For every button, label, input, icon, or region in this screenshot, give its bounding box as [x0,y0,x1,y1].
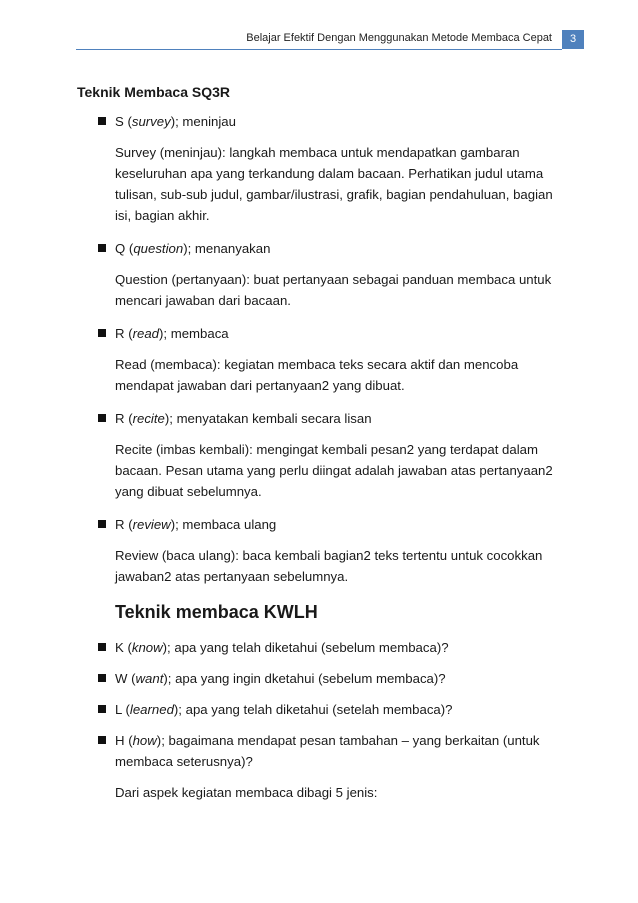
bullet-item-question: Q (question); menanyakan [77,238,567,259]
page-number: 3 [562,30,584,49]
bullet-item-survey: S (survey); meninjau [77,111,567,132]
section-title-sq3r: Teknik Membaca SQ3R [77,84,231,100]
bullet-item-learned: L (learned); apa yang telah diketahui (setelah membaca)? [77,699,567,720]
item-description: Recite (imbas kembali): mengingat kembali pesan2 yang terdapat dalam bacaan. Pesan utama yang perlu diingat adalah jawaban atas pertanyaan2 yang dibuat sebelumnya. [115,442,553,499]
square-bullet-icon [98,643,106,651]
square-bullet-icon [98,705,106,713]
square-bullet-icon [98,674,106,682]
section-title-kwlh: Teknik membaca KWLH [115,602,318,622]
square-bullet-icon [98,244,106,252]
square-bullet-icon [98,414,106,422]
item-description: Survey (meninjau): langkah membaca untuk mendapatkan gambaran keseluruhan apa yang terkandung dalam bacaan. Perhatikan judul utama tulisan, sub-sub judul, gambar/ilustrasi, grafik, bagian pendahuluan, bagian isi, bagian akhir. [115,145,553,223]
item-description: Read (membaca): kegiatan membaca teks secara aktif dan mencoba mendapat jawaban dari pertanyaan2 yang dibuat. [115,357,519,393]
closing-paragraph: Dari aspek kegiatan membaca dibagi 5 jenis: [115,785,378,800]
square-bullet-icon [98,520,106,528]
bullet-item-want: W (want); apa yang ingin dketahui (sebelum membaca)? [77,668,567,689]
bullet-item-recite: R (recite); menyatakan kembali secara lisan [77,408,567,429]
bullet-item-how: H (how); bagaimana mendapat pesan tambahan – yang berkaitan (untuk membaca seterusnya)? [77,730,567,772]
item-description: Review (baca ulang): baca kembali bagian2 teks tertentu untuk cocokkan jawaban2 atas pertanyaan sebelumnya. [115,548,543,584]
header-divider [76,49,562,50]
bullet-item-read: R (read); membaca [77,323,567,344]
bullet-item-review: R (review); membaca ulang [77,514,567,535]
header-title: Belajar Efektif Dengan Menggunakan Metode Membaca Cepat [246,32,552,44]
page-header [0,30,638,50]
square-bullet-icon [98,736,106,744]
square-bullet-icon [98,117,106,125]
item-description: Question (pertanyaan): buat pertanyaan sebagai panduan membaca untuk mencari jawaban dari bacaan. [115,272,552,308]
document-body [77,82,567,815]
bullet-item-know: K (know); apa yang telah diketahui (sebelum membaca)? [77,637,567,658]
square-bullet-icon [98,329,106,337]
